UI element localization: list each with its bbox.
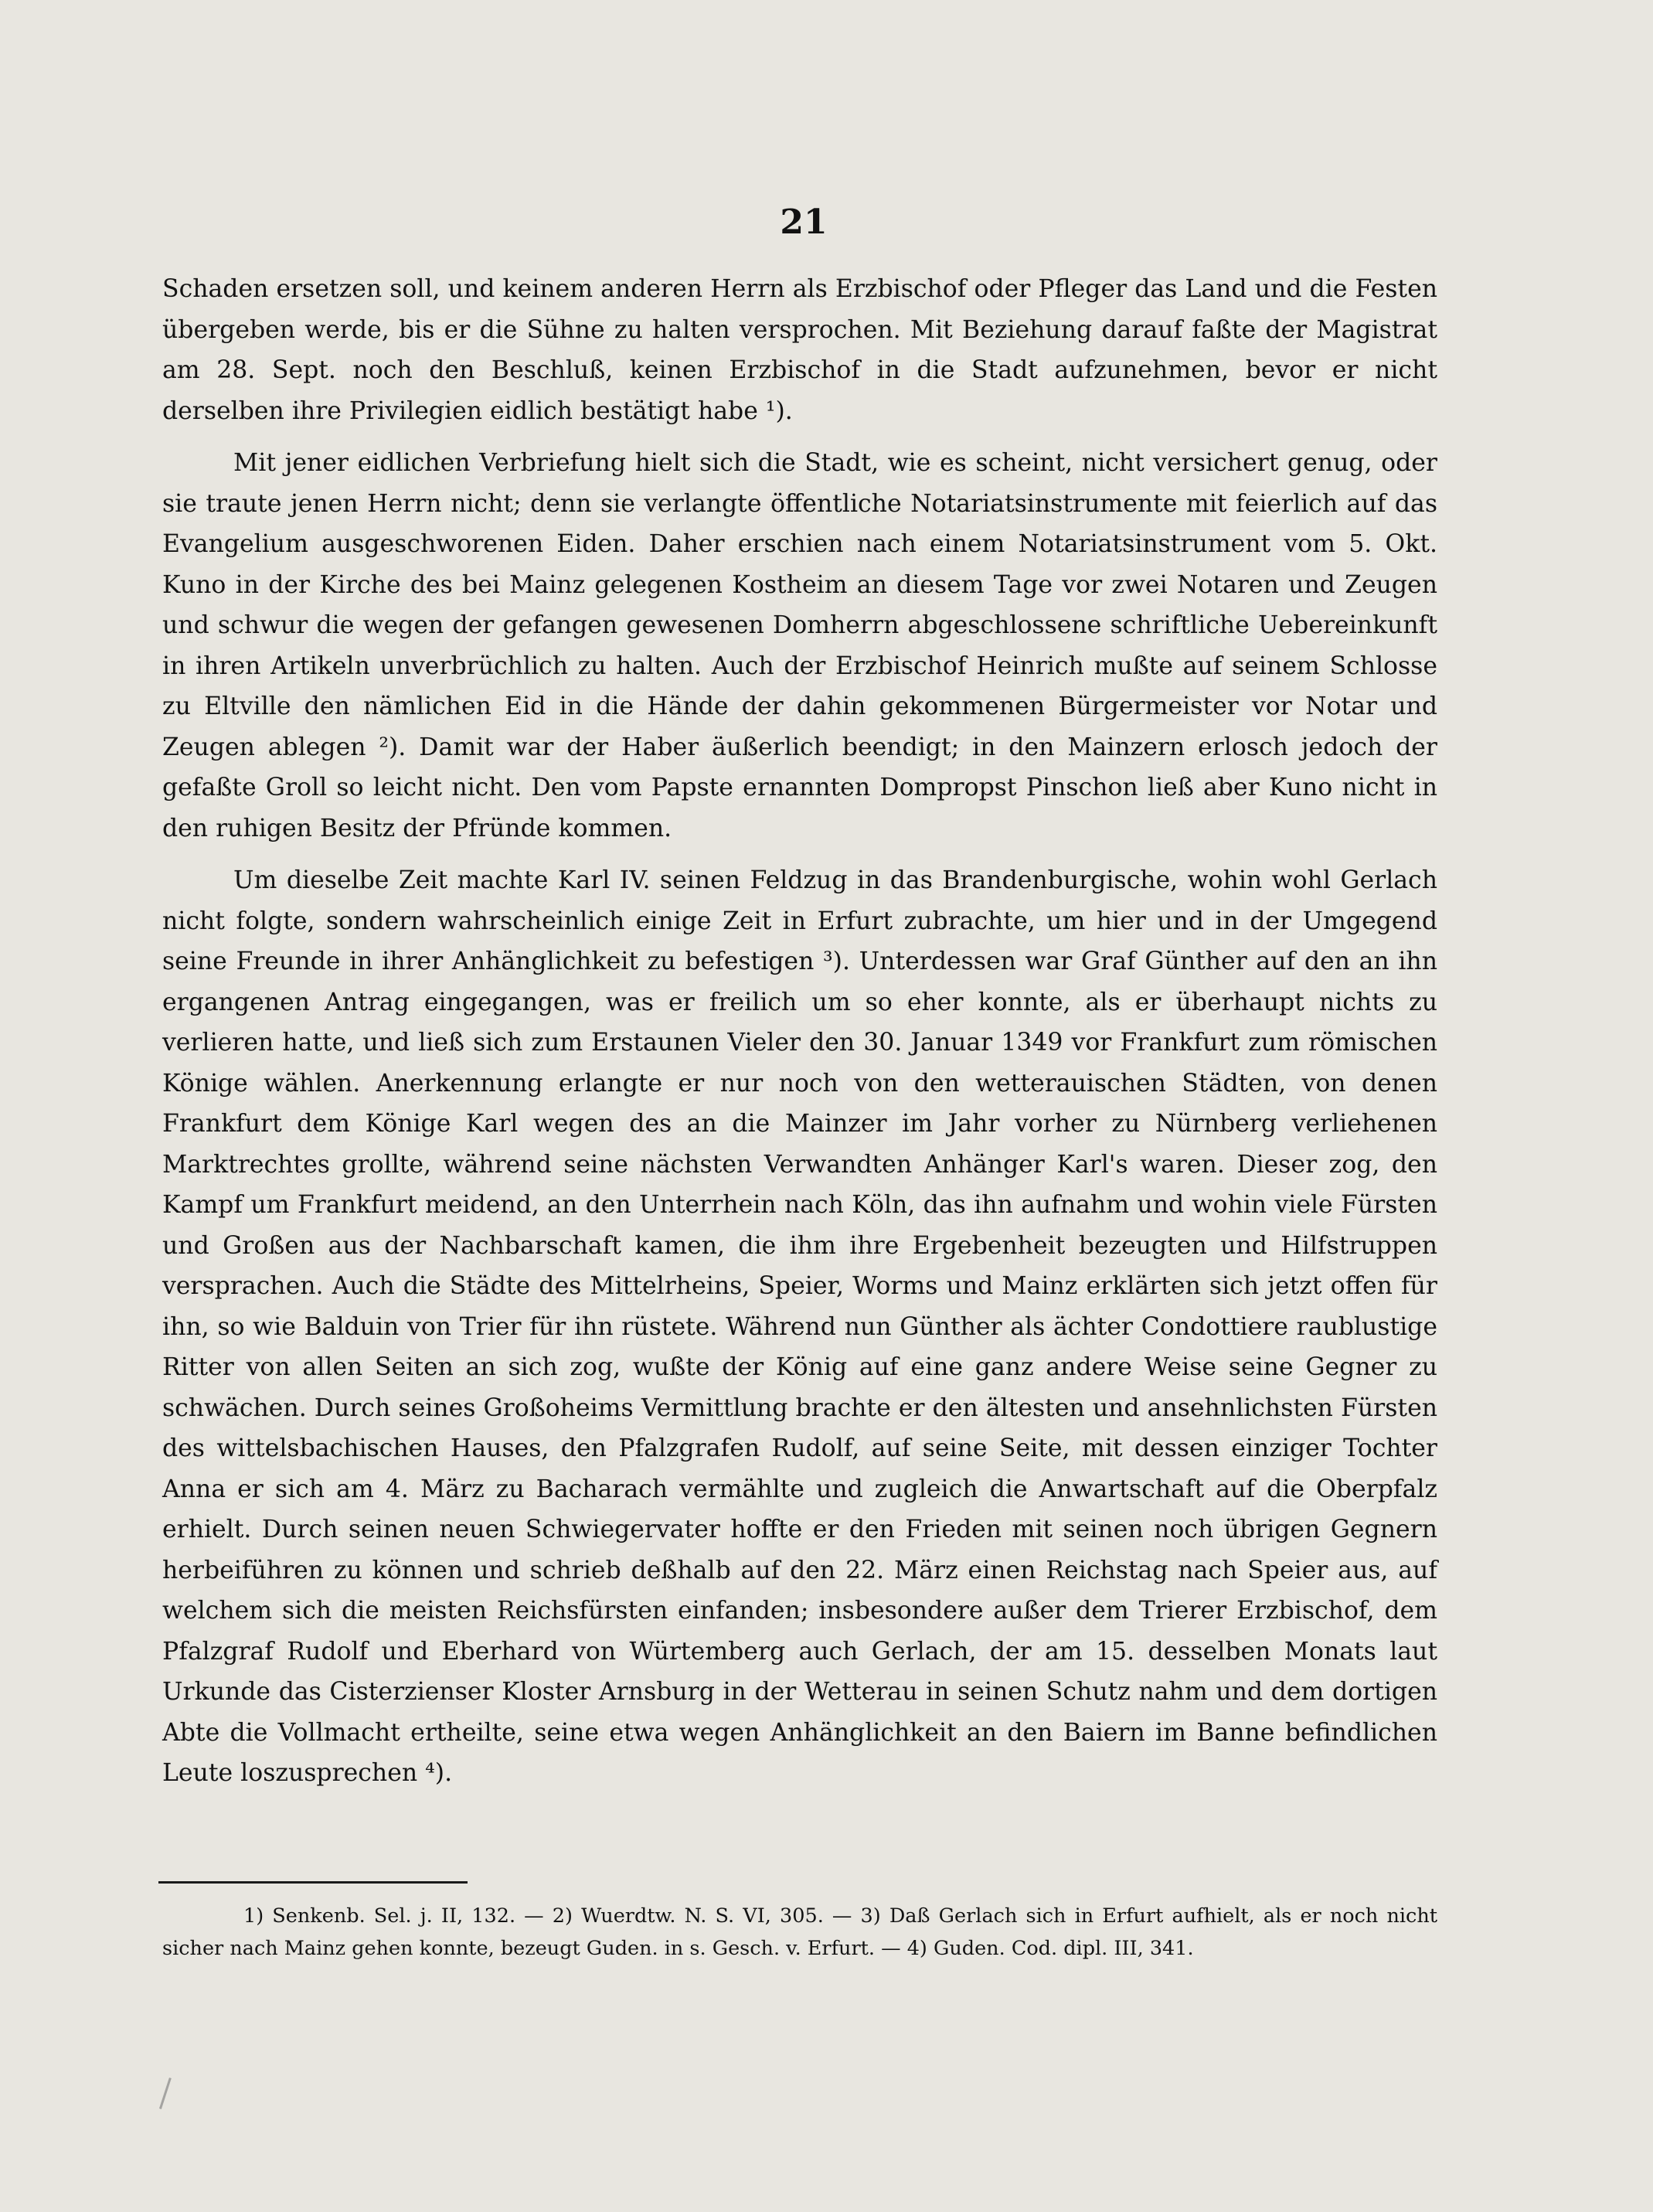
page-number: 21 [780, 202, 828, 242]
ink-smudge [159, 2078, 183, 2113]
paragraph-2: Mit jener eidlichen Verbriefung hielt sich die Stadt, wie es scheint, nicht versichert genug, oder sie traute jenen Herrn nicht; denn sie verlangte öffentliche Notariatsinstrumente mit feierlich auf das Evangelium ausgeschworenen Eiden. Daher erschien nach einem Notariatsinstrument vom 5. Okt. Kuno in der Kirche des bei Mainz gelegenen Kostheim an diesem Tage vor zwei Notaren und Zeugen und schwur die wegen der gefangen gewesenen Domherrn abgeschlossene schriftliche Uebereinkunft in ihren Artikeln unverbrüchlich zu halten. Auch der Erzbischof Heinrich mußte auf seinem Schlosse zu Eltville den nämlichen Eid in die Hände der dahin gekommenen Bürgermeister vor Notar und Zeugen ablegen ²). Damit war der Haber äußerlich beendigt; in den Mainzern erlosch jedoch der gefaßte Groll so leicht nicht. Den vom Papste ernannten Dompropst Pinschon ließ aber Kuno nicht in den ruhigen Besitz der Pfründe kommen. [162, 449, 1437, 842]
paragraph-3: Um dieselbe Zeit machte Karl IV. seinen Feldzug in das Brandenburgische, wohin wohl Gerlach nicht folgte, sondern wahrscheinlich einige Zeit in Erfurt zubrachte, um hier und in der Umgegend seine Freunde in ihrer Anhänglichkeit zu befestigen ³). Unterdessen war Graf Günther auf den an ihn ergangenen Antrag eingegangen, was er freilich um so eher konnte, als er überhaupt nichts zu verlieren hatte, und ließ sich zum Erstaunen Vieler den 30. Januar 1349 vor Frankfurt zum römischen Könige wählen. Anerkennung erlangte er nur noch von den wetterauischen Städten, von denen Frankfurt dem Könige Karl wegen des an die Mainzer im Jahr vorher zu Nürnberg verliehenen Marktrechtes grollte, während seine nächsten Verwandten Anhänger Karl's waren. Dieser zog, den Kampf um Frankfurt meidend, an den Unterrhein nach Köln, das ihn aufnahm und wohin viele Fürsten und Großen aus der Nachbarschaft kamen, die ihm ihre Ergebenheit bezeugten und Hilfstruppen versprachen. Auch die Städte des Mittelrheins, Speier, Worms und Mainz erklärten sich jetzt offen für ihn, so wie Balduin von Trier für ihn rüstete. Während nun Günther als ächter Condottiere raublustige Ritter von allen Seiten an sich zog, wußte der König auf eine ganz andere Weise seine Gegner zu schwächen. Durch seines Großoheims Vermittlung brachte er den ältesten und ansehnlichsten Fürsten des wittelsbachischen Hauses, den Pfalzgrafen Rudolf, auf seine Seite, mit dessen einziger Tochter Anna er sich am 4. März zu Bacharach vermählte und zugleich die Anwartschaft auf die Oberpfalz erhielt. Durch seinen neuen Schwiegervater hoffte er den Frieden mit seinen noch übrigen Gegnern herbeiführen zu können und schrieb deßhalb auf den 22. März einen Reichstag nach Speier aus, auf welchem sich die meisten Reichsfürsten einfanden; insbesondere außer dem Trierer Erzbischof, dem Pfalzgraf Rudolf und Eberhard von Würtemberg auch Gerlach, der am 15. desselben Monats laut Urkunde das Cisterzienser Kloster Arnsburg in der Wetterau in seinen Schutz nahm und dem dortigen Abte die Vollmacht ertheilte, seine etwa wegen Anhänglichkeit an den Baiern im Banne befindlichen Leute loszusprechen ⁴). [162, 866, 1437, 1787]
body-text [162, 269, 1437, 1794]
paragraph-1: Schaden ersetzen soll, und keinem anderen Herrn als Erzbischof oder Pfleger das Land und die Festen übergeben werde, bis er die Sühne zu halten versprochen. Mit Beziehung darauf faßte der Magistrat am 28. Sept. noch den Beschluß, keinen Erzbischof in die Stadt aufzunehmen, bevor er nicht derselben ihre Privilegien eidlich bestätigt habe ¹). [162, 275, 1437, 425]
footnote-divider [158, 1881, 468, 1884]
footnotes: 1) Senkenb. Sel. j. II, 132. — 2) Wuerdtw. N. S. VI, 305. — 3) Daß Gerlach sich in Erfurt aufhielt, als er noch nicht sicher nach Mainz gehen konnte, bezeugt Guden. in s. Gesch. v. Erfurt. — 4) Guden. Cod. dipl. III, 341. [162, 1904, 1437, 1960]
